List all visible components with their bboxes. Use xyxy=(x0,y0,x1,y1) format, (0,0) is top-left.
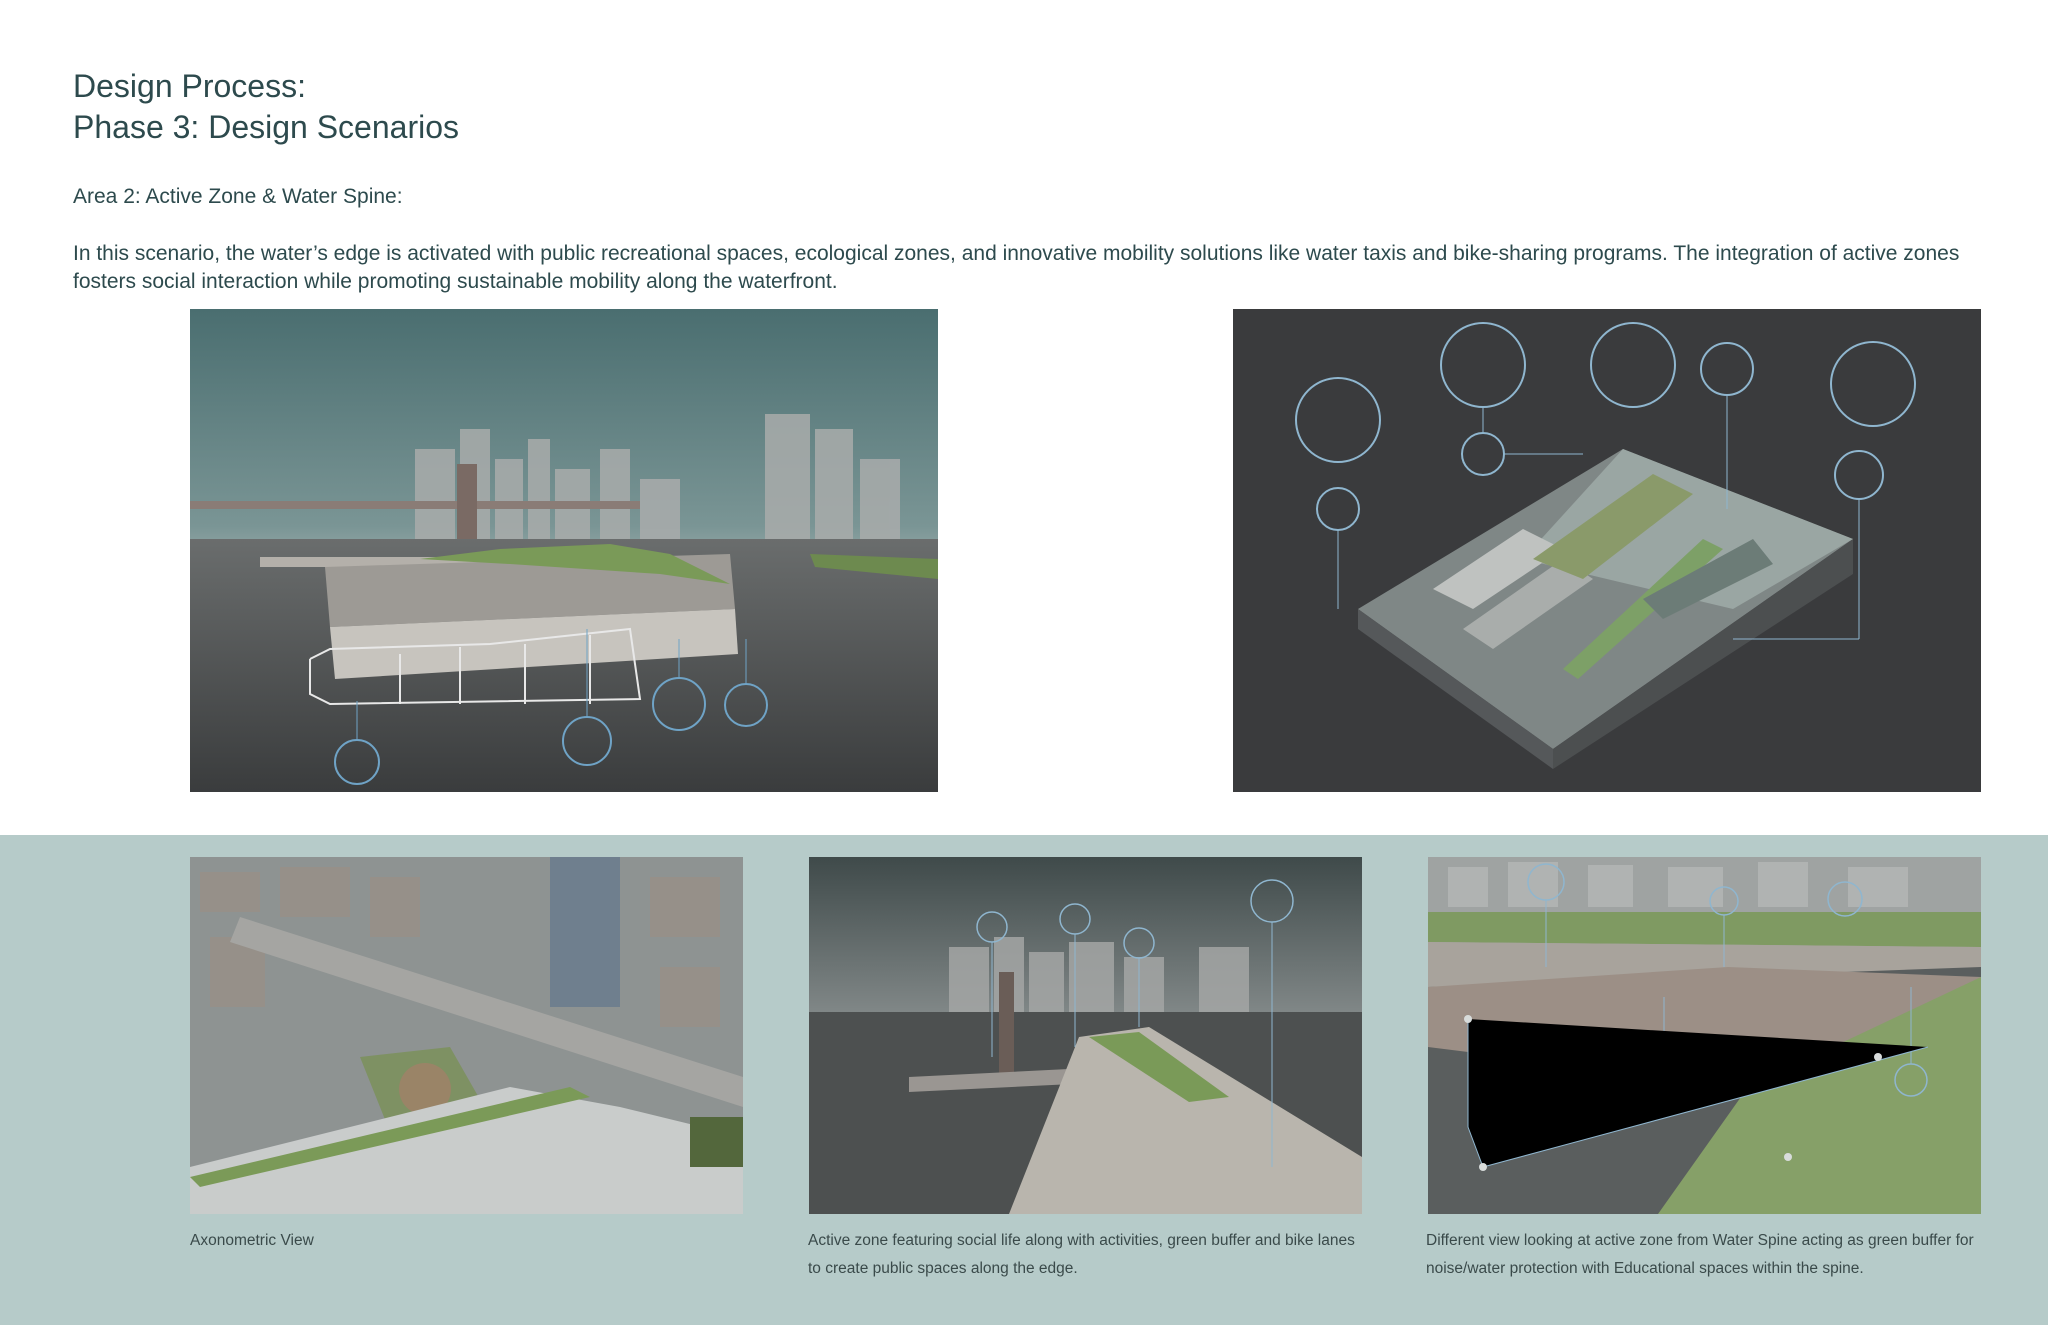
caption-axonometric: Axonometric View xyxy=(190,1232,314,1249)
page-title xyxy=(73,66,459,148)
active-zone-perspective-image xyxy=(809,857,1362,1214)
title-line-1: Design Process: xyxy=(73,68,306,104)
water-spine-view-image xyxy=(1428,857,1981,1214)
caption-water-spine: Different view looking at active zone from Water Spine acting as green buffer for noise/water protection with Educational spaces within the spine. xyxy=(1426,1232,1974,1277)
title-line-2: Phase 3: Design Scenarios xyxy=(73,109,459,145)
area-subtitle: Area 2: Active Zone & Water Spine: xyxy=(73,185,403,208)
aerial-view-image xyxy=(190,857,743,1214)
area-description: In this scenario, the water’s edge is activated with public recreational spaces, ecological zones, and innovative mobility solutions like water taxis and bike-sharing programs. The integration of active zones fosters social interaction while promoting sustainable mobility along the waterfront. xyxy=(73,242,1960,293)
caption-active-zone: Active zone featuring social life along with activities, green buffer and bike lanes to create public spaces along the edge. xyxy=(808,1232,1355,1277)
axonometric-diagram-dark xyxy=(1233,309,1981,792)
section-perspective-image xyxy=(190,309,938,792)
